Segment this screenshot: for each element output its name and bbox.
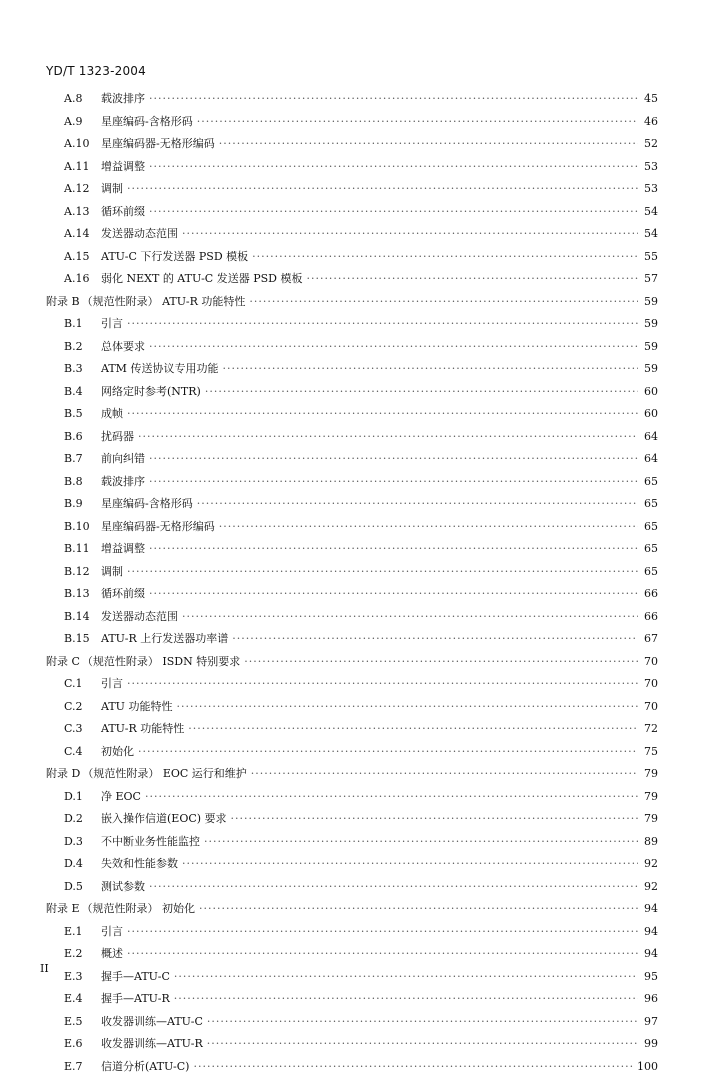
toc-appendix-entry <box>46 765 658 788</box>
toc-entry-title: 收发器训练—ATU-C <box>99 1013 203 1029</box>
table-of-contents <box>46 90 658 1080</box>
toc-leader-dots <box>252 250 638 263</box>
toc-entry-title: 循环前缀 <box>99 585 145 601</box>
toc-leader-dots <box>207 1015 638 1028</box>
toc-entry <box>46 90 658 113</box>
toc-leader-dots <box>127 947 638 960</box>
toc-entry-page: 66 <box>642 610 658 623</box>
toc-leader-dots <box>127 677 638 690</box>
toc-entry-page: 79 <box>642 812 658 825</box>
toc-leader-dots <box>197 115 638 128</box>
toc-leader-dots <box>182 610 638 623</box>
toc-leader-dots <box>149 92 638 105</box>
toc-entry-title: 握手—ATU-C <box>99 968 170 984</box>
toc-leader-dots <box>219 520 638 533</box>
toc-entry-title: 星座编码器-无格形编码 <box>99 518 215 534</box>
toc-entry <box>46 383 658 406</box>
toc-entry-page: 66 <box>642 587 658 600</box>
toc-entry <box>46 878 658 901</box>
toc-entry <box>46 1058 658 1080</box>
toc-entry-title: 初始化 <box>99 743 134 759</box>
toc-entry-page: 65 <box>642 520 658 533</box>
toc-entry-page: 55 <box>642 250 658 263</box>
toc-entry-title: 成帧 <box>99 405 123 421</box>
toc-leader-dots <box>188 722 638 735</box>
toc-entry-page: 94 <box>642 947 658 960</box>
toc-leader-dots <box>182 857 638 870</box>
toc-leader-dots <box>176 700 638 713</box>
toc-leader-dots <box>149 160 638 173</box>
toc-entry-title: 引言 <box>99 315 123 331</box>
toc-entry-number: B.11 <box>64 542 99 555</box>
toc-leader-dots <box>204 835 638 848</box>
toc-entry-number: E.4 <box>64 992 99 1005</box>
toc-entry-title: 载波排序 <box>99 473 145 489</box>
toc-entry-number: B.6 <box>64 430 99 443</box>
toc-entry <box>46 540 658 563</box>
toc-entry-title: ATM 传送协议专用功能 <box>99 360 218 376</box>
toc-leader-dots <box>127 317 638 330</box>
toc-entry-page: 94 <box>642 902 658 915</box>
toc-entry-number: C.3 <box>64 722 99 735</box>
toc-leader-dots <box>306 272 638 285</box>
toc-leader-dots <box>193 1060 633 1073</box>
toc-entry <box>46 405 658 428</box>
toc-entry <box>46 990 658 1013</box>
toc-entry-title: （规范性附录） ATU-R 功能特性 <box>80 293 246 309</box>
toc-entry-page: 46 <box>642 115 658 128</box>
toc-leader-dots <box>249 295 638 308</box>
toc-entry-page: 92 <box>642 880 658 893</box>
toc-entry <box>46 833 658 856</box>
toc-entry <box>46 158 658 181</box>
toc-entry-page: 57 <box>642 272 658 285</box>
toc-entry-page: 75 <box>642 745 658 758</box>
toc-entry-number: E.7 <box>64 1060 99 1073</box>
toc-entry-page: 94 <box>642 925 658 938</box>
toc-leader-dots <box>149 340 638 353</box>
toc-entry <box>46 428 658 451</box>
toc-entry-title: 前向纠错 <box>99 450 145 466</box>
toc-entry-number: E.2 <box>64 947 99 960</box>
toc-entry-page: 59 <box>642 317 658 330</box>
toc-entry-title: 调制 <box>99 180 123 196</box>
toc-entry-title: 星座编码-含格形码 <box>99 495 193 511</box>
toc-entry <box>46 698 658 721</box>
toc-entry-title: 循环前缀 <box>99 203 145 219</box>
toc-entry-title: 网络定时参考(NTR) <box>99 383 201 399</box>
toc-entry-title: 嵌入操作信道(EOC) 要求 <box>99 810 227 826</box>
toc-entry <box>46 585 658 608</box>
toc-entry-title: （规范性附录） ISDN 特别要求 <box>80 653 240 669</box>
toc-entry-number: A.10 <box>64 137 99 150</box>
toc-entry-title: 增益调整 <box>99 158 145 174</box>
toc-leader-dots <box>197 497 638 510</box>
toc-leader-dots <box>127 182 638 195</box>
toc-entry-page: 52 <box>642 137 658 150</box>
toc-leader-dots <box>127 565 638 578</box>
toc-entry-number: A.16 <box>64 272 99 285</box>
toc-entry-title: 信道分析(ATU-C) <box>99 1058 189 1074</box>
toc-entry <box>46 338 658 361</box>
toc-entry-title: 载波排序 <box>99 90 145 106</box>
toc-entry-number: 附录 E <box>46 900 80 916</box>
toc-leader-dots <box>149 205 638 218</box>
toc-leader-dots <box>231 812 638 825</box>
toc-leader-dots <box>127 925 638 938</box>
toc-leader-dots <box>205 385 638 398</box>
toc-entry-number: D.1 <box>64 790 99 803</box>
toc-entry <box>46 630 658 653</box>
toc-entry-page: 100 <box>637 1060 658 1073</box>
toc-entry-title: 引言 <box>99 923 123 939</box>
toc-entry-number: B.13 <box>64 587 99 600</box>
toc-entry-number: A.13 <box>64 205 99 218</box>
toc-entry-page: 65 <box>642 475 658 488</box>
toc-entry <box>46 743 658 766</box>
toc-leader-dots <box>244 655 638 668</box>
toc-entry-page: 54 <box>642 205 658 218</box>
toc-entry-title: 概述 <box>99 945 123 961</box>
toc-leader-dots <box>232 632 638 645</box>
toc-entry-number: B.8 <box>64 475 99 488</box>
toc-entry-page: 97 <box>642 1015 658 1028</box>
toc-leader-dots <box>174 992 638 1005</box>
toc-entry-page: 54 <box>642 227 658 240</box>
toc-entry-number: C.1 <box>64 677 99 690</box>
toc-entry-number: C.2 <box>64 700 99 713</box>
toc-entry-page: 53 <box>642 160 658 173</box>
toc-entry-title: 测试参数 <box>99 878 145 894</box>
toc-entry <box>46 248 658 271</box>
toc-entry-number: 附录 B <box>46 293 80 309</box>
toc-entry-number: E.3 <box>64 970 99 983</box>
toc-entry-page: 72 <box>642 722 658 735</box>
toc-entry <box>46 923 658 946</box>
toc-entry-page: 64 <box>642 430 658 443</box>
document-code: YD/T 1323-2004 <box>46 64 146 78</box>
toc-entry-page: 79 <box>642 790 658 803</box>
toc-entry-title: 星座编码-含格形码 <box>99 113 193 129</box>
toc-entry-page: 59 <box>642 340 658 353</box>
toc-entry-number: D.4 <box>64 857 99 870</box>
toc-entry <box>46 495 658 518</box>
toc-entry-title: ATU 功能特性 <box>99 698 172 714</box>
toc-entry <box>46 1035 658 1058</box>
toc-entry-number: B.14 <box>64 610 99 623</box>
toc-entry <box>46 450 658 473</box>
toc-leader-dots <box>222 362 638 375</box>
toc-entry-page: 45 <box>642 92 658 105</box>
toc-leader-dots <box>207 1037 638 1050</box>
toc-entry-title: 净 EOC <box>99 788 141 804</box>
toc-entry-page: 89 <box>642 835 658 848</box>
toc-entry-title: 扰码器 <box>99 428 134 444</box>
toc-entry-number: A.12 <box>64 182 99 195</box>
toc-entry-page: 70 <box>642 677 658 690</box>
toc-entry-page: 79 <box>642 767 658 780</box>
toc-entry-page: 92 <box>642 857 658 870</box>
toc-entry <box>46 518 658 541</box>
toc-entry-number: B.5 <box>64 407 99 420</box>
toc-entry-title: 弱化 NEXT 的 ATU-C 发送器 PSD 模板 <box>99 270 302 286</box>
toc-entry-number: B.9 <box>64 497 99 510</box>
toc-leader-dots <box>199 902 638 915</box>
toc-entry-title: 握手—ATU-R <box>99 990 170 1006</box>
toc-entry-title: 不中断业务性能监控 <box>99 833 200 849</box>
toc-leader-dots <box>127 407 638 420</box>
toc-entry-number: C.4 <box>64 745 99 758</box>
toc-leader-dots <box>174 970 638 983</box>
toc-entry <box>46 788 658 811</box>
toc-entry-number: B.3 <box>64 362 99 375</box>
toc-entry-number: B.10 <box>64 520 99 533</box>
toc-entry-number: A.9 <box>64 115 99 128</box>
toc-entry-number: A.8 <box>64 92 99 105</box>
toc-entry <box>46 225 658 248</box>
toc-entry-number: B.12 <box>64 565 99 578</box>
toc-leader-dots <box>145 790 638 803</box>
toc-entry-title: 失效和性能参数 <box>99 855 178 871</box>
toc-entry <box>46 855 658 878</box>
toc-entry <box>46 968 658 991</box>
toc-entry <box>46 360 658 383</box>
toc-entry <box>46 563 658 586</box>
toc-entry-number: B.15 <box>64 632 99 645</box>
toc-entry <box>46 473 658 496</box>
toc-entry-page: 59 <box>642 362 658 375</box>
toc-entry-number: E.5 <box>64 1015 99 1028</box>
toc-leader-dots <box>219 137 638 150</box>
toc-entry-page: 99 <box>642 1037 658 1050</box>
toc-entry <box>46 270 658 293</box>
toc-entry-number: 附录 D <box>46 765 80 781</box>
toc-entry-title: ATU-R 功能特性 <box>99 720 184 736</box>
toc-entry-title: 发送器动态范围 <box>99 608 178 624</box>
toc-entry-title: ATU-R 上行发送器功率谱 <box>99 630 228 646</box>
toc-entry <box>46 810 658 833</box>
toc-entry-number: D.3 <box>64 835 99 848</box>
toc-entry-number: B.2 <box>64 340 99 353</box>
toc-entry-title: 增益调整 <box>99 540 145 556</box>
page-number: II <box>40 962 49 975</box>
toc-leader-dots <box>149 587 638 600</box>
toc-leader-dots <box>149 542 638 555</box>
toc-entry <box>46 135 658 158</box>
toc-entry-number: E.6 <box>64 1037 99 1050</box>
toc-entry <box>46 608 658 631</box>
toc-entry <box>46 180 658 203</box>
toc-leader-dots <box>138 745 638 758</box>
toc-entry-title: 收发器训练—ATU-R <box>99 1035 203 1051</box>
toc-entry-number: B.4 <box>64 385 99 398</box>
toc-entry-title: 调制 <box>99 563 123 579</box>
toc-entry-page: 64 <box>642 452 658 465</box>
toc-entry-title: （规范性附录） 初始化 <box>80 900 196 916</box>
toc-entry-number: A.11 <box>64 160 99 173</box>
toc-entry-title: （规范性附录） EOC 运行和维护 <box>80 765 246 781</box>
toc-entry <box>46 720 658 743</box>
toc-entry-title: 发送器动态范围 <box>99 225 178 241</box>
toc-entry-title: 引言 <box>99 675 123 691</box>
toc-leader-dots <box>149 475 638 488</box>
toc-entry-page: 60 <box>642 407 658 420</box>
toc-entry-title: ATU-C 下行发送器 PSD 模板 <box>99 248 248 264</box>
toc-appendix-entry <box>46 293 658 316</box>
toc-entry <box>46 203 658 226</box>
toc-entry-number: B.7 <box>64 452 99 465</box>
toc-entry <box>46 675 658 698</box>
toc-entry-page: 95 <box>642 970 658 983</box>
toc-entry-page: 65 <box>642 542 658 555</box>
toc-entry-title: 星座编码器-无格形编码 <box>99 135 215 151</box>
toc-entry <box>46 945 658 968</box>
toc-entry-number: E.1 <box>64 925 99 938</box>
toc-entry <box>46 113 658 136</box>
toc-entry-page: 67 <box>642 632 658 645</box>
toc-entry-number: A.14 <box>64 227 99 240</box>
toc-entry <box>46 315 658 338</box>
toc-entry-number: D.5 <box>64 880 99 893</box>
toc-entry-page: 65 <box>642 565 658 578</box>
toc-leader-dots <box>149 452 638 465</box>
toc-appendix-entry <box>46 900 658 923</box>
toc-leader-dots <box>182 227 638 240</box>
toc-entry-page: 96 <box>642 992 658 1005</box>
toc-entry-number: B.1 <box>64 317 99 330</box>
toc-entry-number: A.15 <box>64 250 99 263</box>
toc-entry-page: 70 <box>642 700 658 713</box>
toc-entry-title: 总体要求 <box>99 338 145 354</box>
toc-entry-number: 附录 C <box>46 653 80 669</box>
toc-leader-dots <box>149 880 638 893</box>
toc-entry-page: 65 <box>642 497 658 510</box>
toc-entry-number: D.2 <box>64 812 99 825</box>
toc-entry-page: 60 <box>642 385 658 398</box>
toc-leader-dots <box>251 767 638 780</box>
toc-appendix-entry <box>46 653 658 676</box>
toc-leader-dots <box>138 430 638 443</box>
toc-entry-page: 70 <box>642 655 658 668</box>
toc-entry-page: 53 <box>642 182 658 195</box>
toc-entry-page: 59 <box>642 295 658 308</box>
